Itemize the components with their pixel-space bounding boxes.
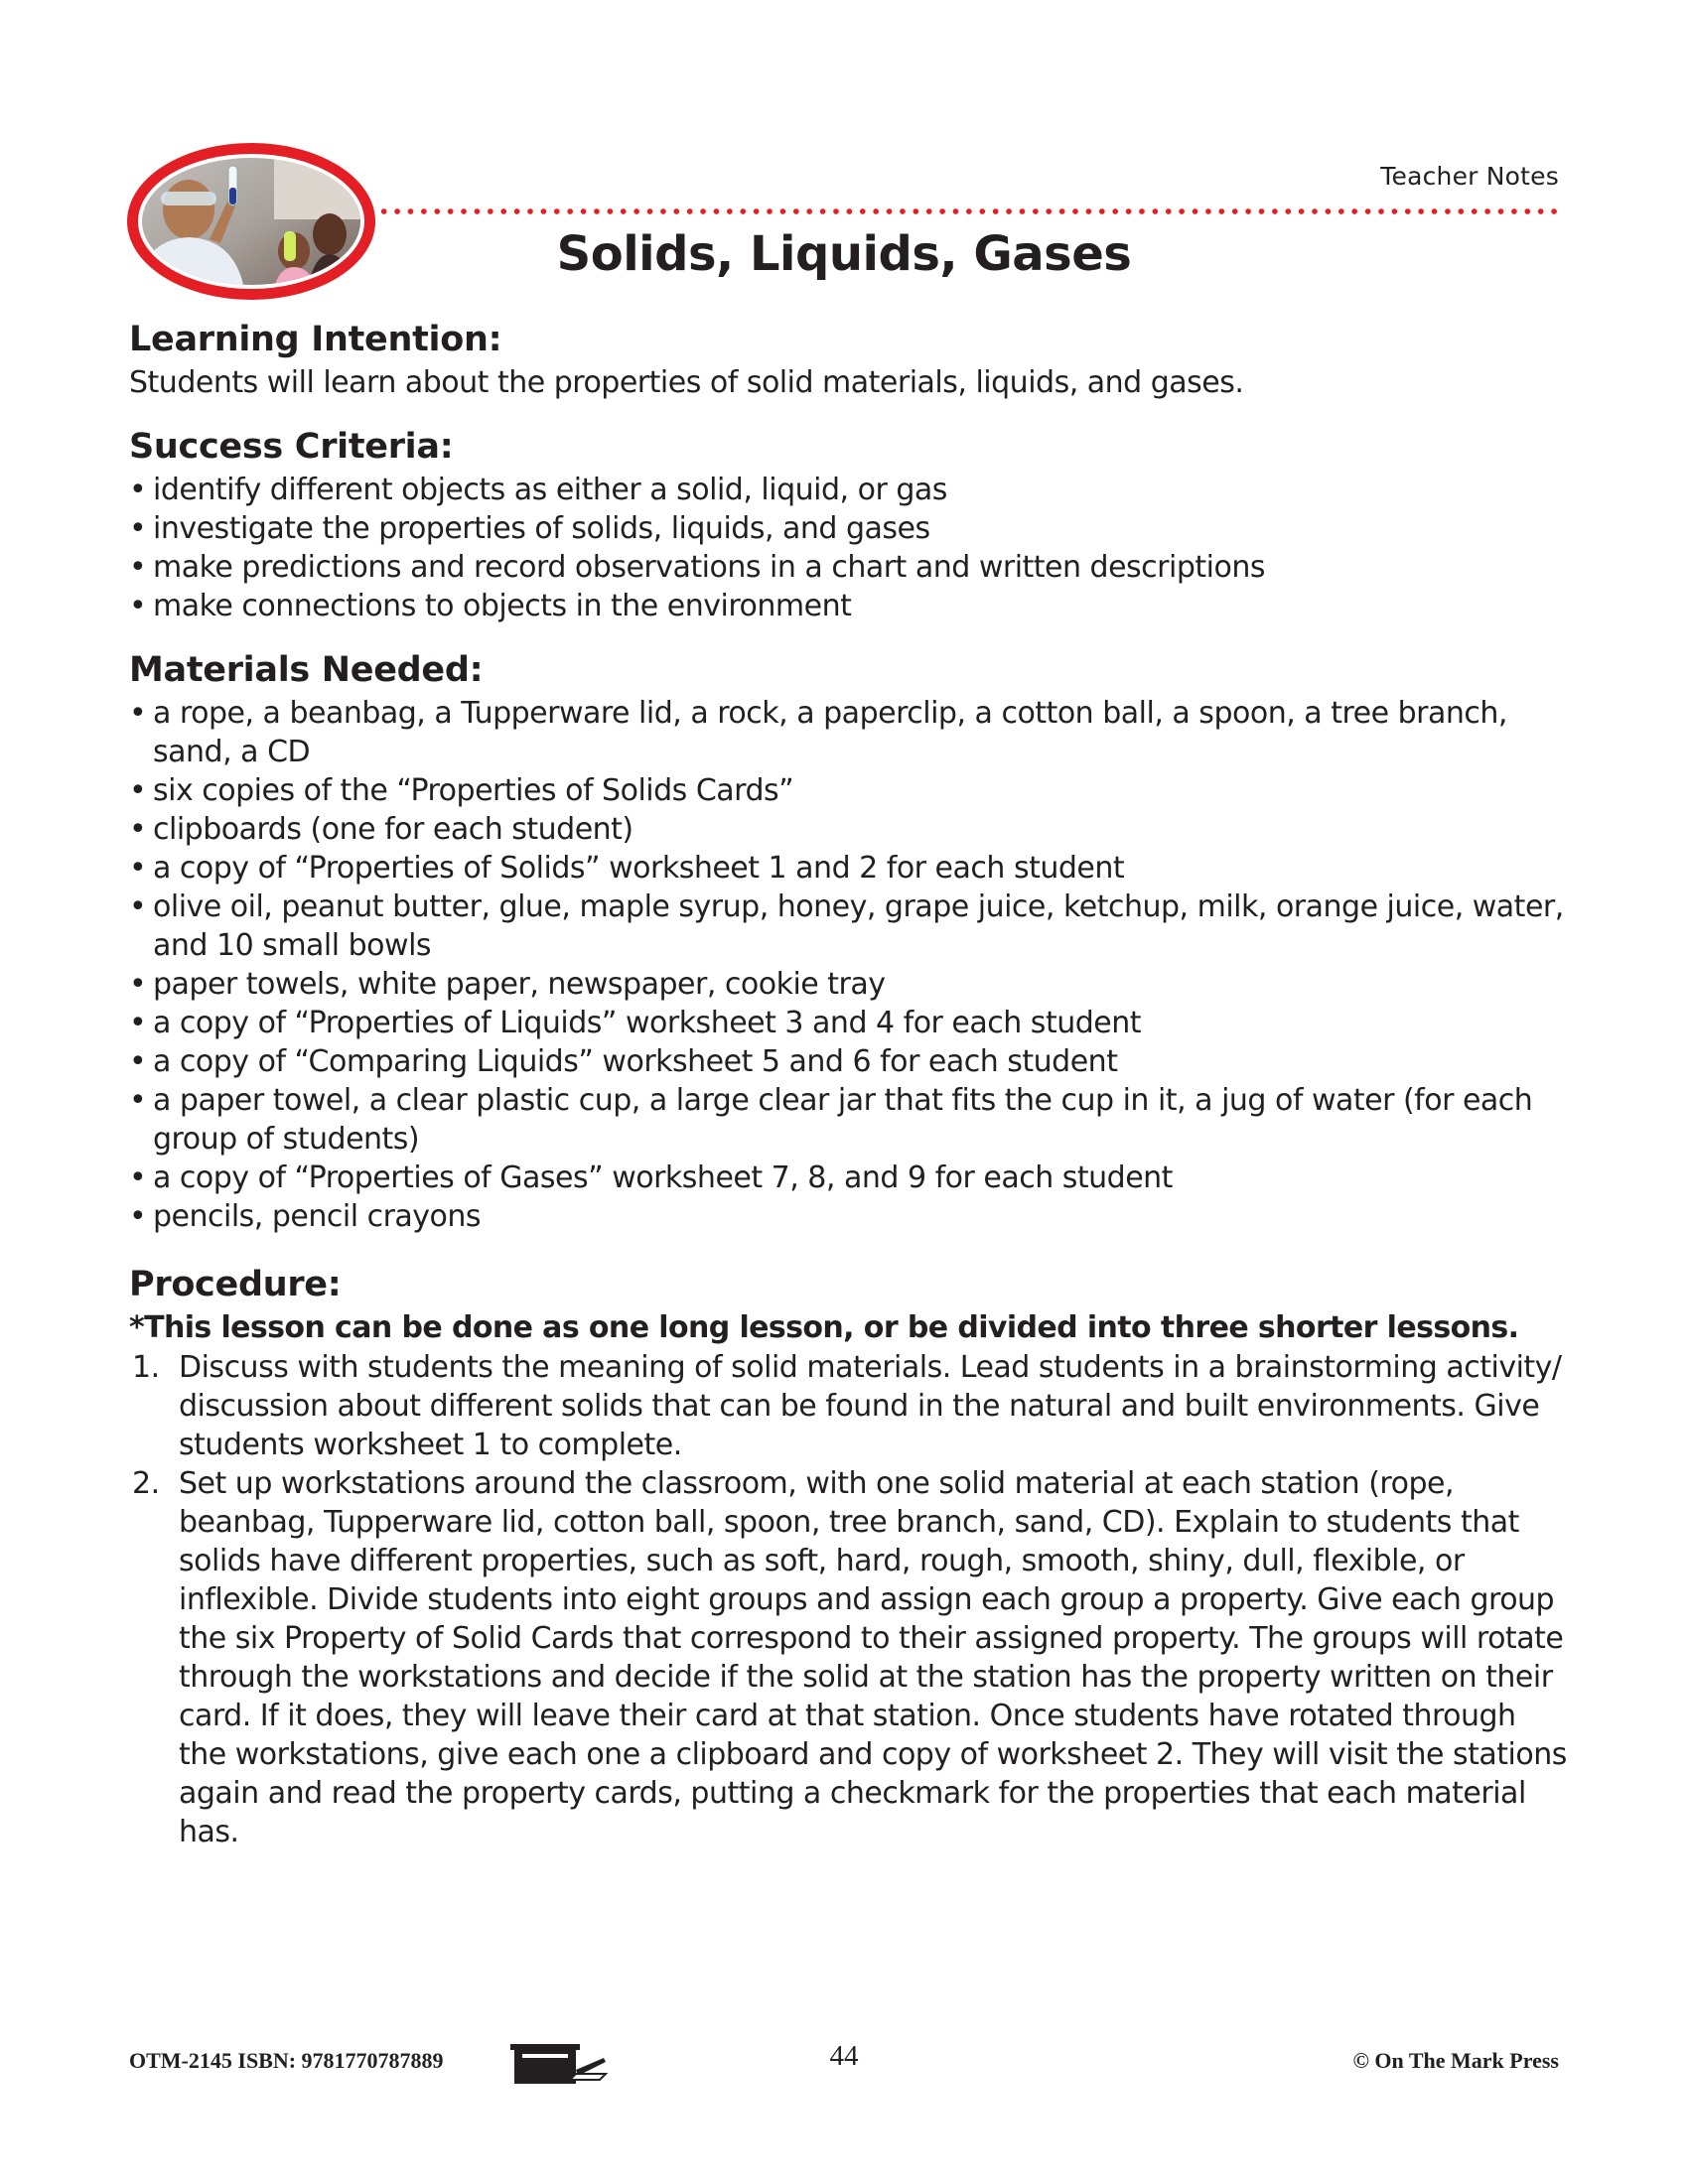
- list-item: • a paper towel, a clear plastic cup, a large clear jar that fits the cup in it, a jug of water (for each group of students): [129, 1081, 1571, 1159]
- procedure-steps: [129, 1348, 1571, 1851]
- list-item: • make predictions and record observations in a chart and written descriptions: [129, 548, 1571, 587]
- list-item: • a copy of “Comparing Liquids” worksheet 5 and 6 for each student: [129, 1042, 1571, 1081]
- procedure-step: [129, 1464, 1571, 1851]
- list-item: • a copy of “Properties of Liquids” worksheet 3 and 4 for each student: [129, 1004, 1571, 1042]
- materials-heading: Materials Needed:: [129, 650, 484, 690]
- list-item: • make connections to objects in the environment: [129, 587, 1571, 625]
- learning-intention-text: Students will learn about the properties of solid materials, liquids, and gases.: [129, 365, 1244, 400]
- procedure-heading: Procedure:: [129, 1265, 342, 1304]
- step-number: 1.: [132, 1350, 160, 1385]
- list-item: • a copy of “Properties of Gases” worksheet 7, 8, and 9 for each student: [129, 1159, 1571, 1197]
- learning-intention-heading: Learning Intention:: [129, 320, 502, 359]
- procedure-step: [129, 1348, 1571, 1464]
- list-item: • pencils, pencil crayons: [129, 1197, 1571, 1236]
- list-item: • investigate the properties of solids, liquids, and gases: [129, 509, 1571, 548]
- list-item: • paper towels, white paper, newspaper, cookie tray: [129, 965, 1571, 1004]
- step-text: Set up workstations around the classroom, with one solid material at each station (rope, beanbag, Tupperware lid, cotton ball, spoon, tree branch, sand, CD). Explain to students that solids have different properties, such as soft, hard, rough, smooth, shiny, dull, flexible, or inflexible. Divide students into eight groups and assign each group a property. Give each group the six Property of Solid Cards that correspond to their assigned property. The groups will rotate through the workstations and decide if the solid at the station has the property written on their card. If it does, they will leave their card at that station. Once students have rotated through the workstations, give each one a clipboard and copy of worksheet 2. They will visit the stations again and read the property cards, putting a checkmark for the properties that each material has.: [179, 1466, 1567, 1849]
- success-criteria-heading: Success Criteria:: [129, 427, 454, 467]
- list-item: • a rope, a beanbag, a Tupperware lid, a rock, a paperclip, a cotton ball, a spoon, a tree branch, sand, a CD: [129, 694, 1571, 771]
- product-code: OTM-2145 ISBN: 9781770787889: [129, 2048, 444, 2073]
- main-content: [129, 316, 1571, 1851]
- materials-list: [129, 694, 1571, 1236]
- publisher: © On The Mark Press: [1352, 2048, 1559, 2073]
- page-footer: [129, 2040, 1559, 2080]
- list-item: • identify different objects as either a solid, liquid, or gas: [129, 471, 1571, 509]
- procedure-note: *This lesson can be done as one long lesson, or be divided into three shorter lessons.: [129, 1310, 1519, 1345]
- step-number: 2.: [132, 1466, 160, 1501]
- list-item: • clipboards (one for each student): [129, 810, 1571, 849]
- success-criteria-list: [129, 471, 1571, 625]
- dotted-divider: [377, 208, 1561, 214]
- list-item: • olive oil, peanut butter, glue, maple syrup, honey, grape juice, ketchup, milk, orange juice, water, and 10 small bowls: [129, 887, 1571, 965]
- page-number: 44: [829, 2040, 859, 2072]
- section-label: Teacher Notes: [1380, 162, 1559, 191]
- page-title: Solids, Liquids, Gases: [556, 226, 1132, 282]
- list-item: • a copy of “Properties of Solids” worksheet 1 and 2 for each student: [129, 849, 1571, 887]
- list-item: • six copies of the “Properties of Solids Cards”: [129, 771, 1571, 810]
- step-text: Discuss with students the meaning of solid materials. Lead students in a brainstorming activity/ discussion about different solids that can be found in the natural and built environments. Give students worksheet 1 to complete.: [179, 1350, 1562, 1462]
